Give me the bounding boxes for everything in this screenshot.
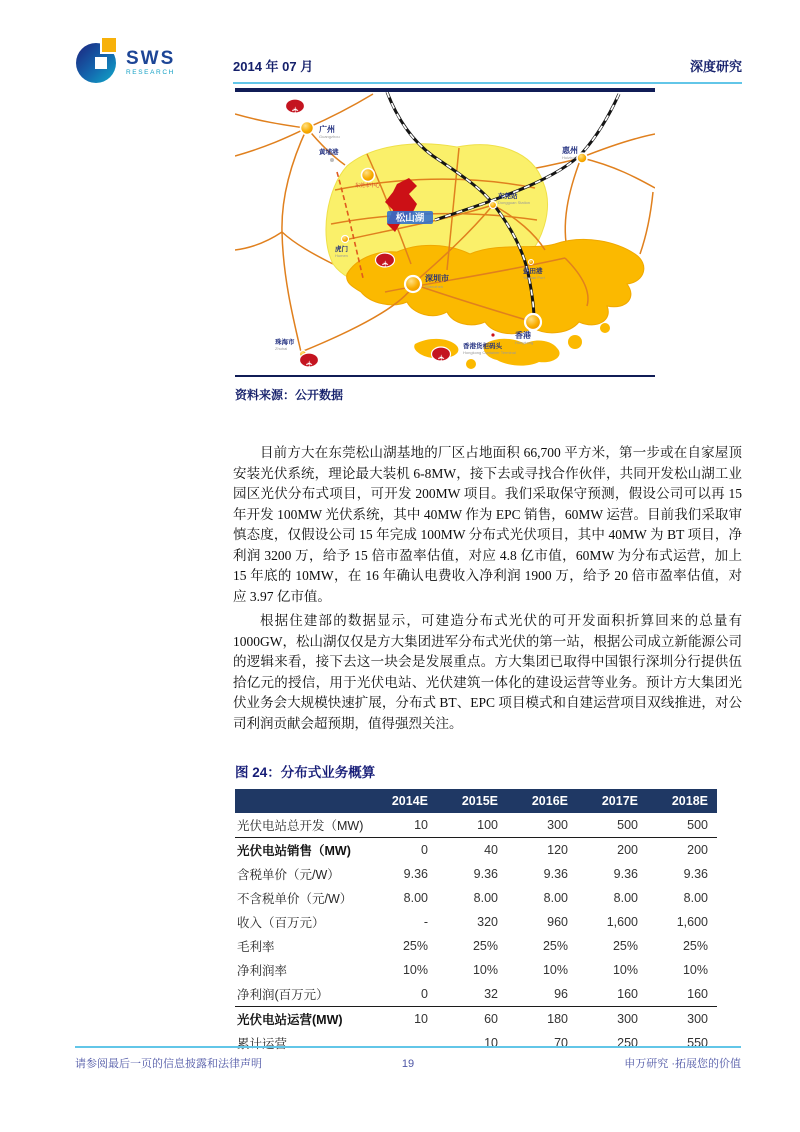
marker-huangpu bbox=[330, 158, 335, 163]
row-label: 光伏电站销售（MW) bbox=[237, 844, 351, 858]
label-dongguan-center: 东莞市中心 bbox=[355, 183, 381, 189]
label-huangpu: 黄埔港 bbox=[319, 149, 339, 156]
cell-value: 500 bbox=[647, 813, 717, 838]
logo-research-text: RESEARCH bbox=[126, 69, 175, 76]
row-label: 收入（百万元） bbox=[237, 916, 325, 930]
cell-value: 70 bbox=[554, 1036, 568, 1050]
footer-disclaimer: 请参阅最后一页的信息披露和法律声明 bbox=[75, 1058, 262, 1070]
svg-text:Guangzhou: Guangzhou bbox=[319, 134, 340, 139]
cell-value: - bbox=[423, 915, 428, 929]
label-zhuhai: 珠海市 bbox=[275, 339, 295, 346]
table-row bbox=[235, 910, 717, 934]
cell-value: 200 bbox=[617, 843, 638, 857]
label-guangzhou: 广州 bbox=[319, 125, 335, 134]
cell-value: 10 bbox=[414, 1012, 428, 1026]
marker-hk-terminal bbox=[491, 333, 495, 337]
marker-yantian bbox=[529, 260, 534, 265]
label-hk-terminal: 香港货柜码头 bbox=[463, 343, 502, 350]
cell-value: 10% bbox=[402, 963, 428, 977]
cell-value: 300 bbox=[507, 813, 577, 838]
cell-value: 500 bbox=[577, 813, 647, 838]
label-hongkong: 香港 bbox=[515, 331, 531, 340]
cell-value: 9.36 bbox=[403, 867, 428, 881]
marker-dongguan-station bbox=[490, 202, 497, 209]
cell-value: 300 bbox=[687, 1012, 708, 1026]
label-huizhou: 惠州 bbox=[562, 146, 578, 155]
svg-text:Yantian Port: Yantian Port bbox=[523, 275, 545, 280]
report-header bbox=[233, 56, 742, 84]
row-label: 累计运营 bbox=[237, 1037, 288, 1051]
airplane-icon: ✈ bbox=[290, 106, 301, 114]
sws-logo-icon bbox=[76, 38, 122, 86]
cell-value: 60 bbox=[484, 1012, 498, 1026]
row-label: 不含税单价（元/W） bbox=[237, 892, 353, 906]
cell-value: 960 bbox=[547, 915, 568, 929]
cell-value: 0 bbox=[367, 982, 437, 1007]
cell-value: 10 bbox=[367, 813, 437, 838]
marker-shenzhen bbox=[405, 276, 421, 292]
paragraph-2: 根据住建部的数据显示，可建造分布式光伏的可开发面积折算回来的总量有 1000GW，松山湖仅仅是方大集团进军分布式光伏的第一站，根据公司成立新能源公司的逻辑来看，接下去这一块会是发展重点。方大集团已取得中国银行深圳分行提供伍拾亿元的授信，用于光伏电站、光伏建筑一体化的建设运营等业务。预计方大集团光伏业务会大规模快速扩展，分布式 BT、EPC 项目模式和自建运营项目双线推进，对公司利润贡献会超预期，值得强烈关注。 bbox=[233, 613, 742, 731]
column-header: 2016E bbox=[507, 789, 577, 813]
table-row bbox=[235, 934, 717, 958]
cell-value: 100 bbox=[437, 813, 507, 838]
cell-value: 300 bbox=[617, 1012, 638, 1026]
cell-value: 25% bbox=[402, 939, 428, 953]
sws-logo bbox=[76, 38, 175, 86]
airplane-icon: ✈ bbox=[380, 260, 391, 268]
cell-value: 10% bbox=[682, 963, 708, 977]
cell-value: 8.00 bbox=[473, 891, 498, 905]
body-paragraphs bbox=[233, 443, 742, 738]
airplane-icon: ✈ bbox=[436, 354, 447, 362]
label-humen: 虎门 bbox=[335, 246, 348, 253]
pearl-river-delta-map bbox=[235, 92, 655, 375]
column-header: 2018E bbox=[647, 789, 717, 813]
cell-value: 25% bbox=[682, 939, 708, 953]
table-row bbox=[235, 886, 717, 910]
table-row bbox=[235, 982, 717, 1007]
cell-value: 32 bbox=[437, 982, 507, 1007]
cell-value: 200 bbox=[687, 843, 708, 857]
cell-value: 1,600 bbox=[676, 915, 708, 929]
report-date: 2014 年 07 月 bbox=[233, 59, 314, 74]
svg-text:Hongkong Container Terminal: Hongkong Container Terminal bbox=[463, 350, 516, 355]
svg-text:Hongkong: Hongkong bbox=[515, 340, 534, 345]
cell-value: 10% bbox=[472, 963, 498, 977]
estimate-table bbox=[235, 789, 717, 1055]
footer-brand: 申万研究 ·拓展您的价值 bbox=[624, 1058, 741, 1070]
column-header: 2014E bbox=[367, 789, 437, 813]
cell-value: 9.36 bbox=[543, 867, 568, 881]
marker-guangzhou bbox=[301, 122, 314, 135]
cell-value: 8.00 bbox=[613, 891, 638, 905]
table-row bbox=[235, 1007, 717, 1032]
figure-source: 资料来源：公开数据 bbox=[235, 388, 344, 402]
svg-text:Zhuhai: Zhuhai bbox=[275, 346, 288, 351]
cell-value: 160 bbox=[577, 982, 647, 1007]
svg-text:Huizhou: Huizhou bbox=[562, 155, 577, 160]
svg-text:Dongguan Station: Dongguan Station bbox=[498, 200, 531, 205]
cell-value: 25% bbox=[472, 939, 498, 953]
row-label: 净利润(百万元） bbox=[235, 982, 367, 1007]
paragraph-1: 目前方大在东莞松山湖基地的厂区占地面积 66,700 平方米，第一步或在自家屋顶安装光伏系统，理论最大装机 6-8MW，接下去或寻找合作伙伴，共同开发松山湖工业园区光伏分布式项目，可开发 200MW 项目。我们采取保守预测，假设公司可以再 15 年开发 100MW 光伏系统，其中 40MW 作为 EPC 销售，60MW 运营。目前我们采取审慎态度，仅假设公司 15 年完成 100MW 分布式光伏项目，其中 40MW 为 BT 项目，净利润 3200 万，给予 15 倍市盈率估值，对应 4.8 亿市值，60MW 为分布式运营，加上 15 年底的 10MW，在 16 年确认电费收入净利润 1900 万，给予 20 倍市盈率估值，对应 3.97 亿市值。 bbox=[233, 445, 742, 604]
row-label: 光伏电站总开发（MW) bbox=[235, 813, 367, 838]
cell-value: 0 bbox=[421, 843, 428, 857]
cell-value: 550 bbox=[687, 1036, 708, 1050]
page-footer bbox=[75, 1046, 741, 1071]
row-label: 含税单价（元/W） bbox=[237, 868, 340, 882]
svg-text:Shenzhen: Shenzhen bbox=[425, 284, 444, 289]
svg-text:Humen: Humen bbox=[335, 253, 348, 258]
report-type: 深度研究 bbox=[689, 59, 742, 74]
cell-value: 9.36 bbox=[683, 867, 708, 881]
marker-humen bbox=[342, 236, 349, 243]
row-label: 光伏电站运营(MW) bbox=[237, 1013, 343, 1027]
table-title: 图 24：分布式业务概算 bbox=[235, 765, 376, 780]
figure-bottom-rule bbox=[235, 375, 655, 377]
cell-value: 9.36 bbox=[613, 867, 638, 881]
marker-dongguan-center bbox=[362, 169, 375, 182]
cell-value: 8.00 bbox=[683, 891, 708, 905]
cell-value: 96 bbox=[507, 982, 577, 1007]
songshan-lake-label: 松山湖 bbox=[395, 213, 425, 224]
table-body bbox=[235, 813, 717, 1055]
cell-value: 10% bbox=[542, 963, 568, 977]
cell-value: 9.36 bbox=[473, 867, 498, 881]
table-row bbox=[235, 862, 717, 886]
cell-value: 8.00 bbox=[543, 891, 568, 905]
airplane-icon: ✈ bbox=[304, 360, 315, 368]
logo-sws-text: SWS bbox=[126, 48, 176, 69]
region-shenzhen-gold bbox=[347, 239, 644, 333]
column-header bbox=[235, 789, 367, 813]
cell-value: 25% bbox=[542, 939, 568, 953]
cell-value: 250 bbox=[617, 1036, 638, 1050]
table-row bbox=[235, 813, 717, 838]
row-label: 毛利率 bbox=[237, 940, 275, 954]
marker-huizhou bbox=[577, 153, 587, 163]
label-dongguan-station: 东莞站 bbox=[498, 193, 518, 200]
map-figure bbox=[235, 88, 655, 403]
column-header: 2017E bbox=[577, 789, 647, 813]
row-label: 净利润率 bbox=[237, 964, 288, 978]
cell-value: 320 bbox=[477, 915, 498, 929]
cell-value: 10% bbox=[612, 963, 638, 977]
table-header-row bbox=[235, 789, 717, 813]
label-yantian: 盐田港 bbox=[523, 268, 543, 275]
marker-hongkong bbox=[525, 314, 541, 330]
cell-value: 1,600 bbox=[606, 915, 638, 929]
cell-value: 25% bbox=[612, 939, 638, 953]
page-number: 19 bbox=[401, 1058, 415, 1070]
cell-value: 40 bbox=[484, 843, 498, 857]
table-row bbox=[235, 958, 717, 982]
table-row bbox=[235, 838, 717, 863]
cell-value: 8.00 bbox=[403, 891, 428, 905]
cell-value: 180 bbox=[547, 1012, 568, 1026]
label-shenzhen: 深圳市 bbox=[425, 274, 449, 283]
column-header: 2015E bbox=[437, 789, 507, 813]
cell-value: 160 bbox=[647, 982, 717, 1007]
cell-value: 10 bbox=[484, 1036, 498, 1050]
cell-value: 120 bbox=[547, 843, 568, 857]
estimate-table-block bbox=[235, 761, 717, 1055]
